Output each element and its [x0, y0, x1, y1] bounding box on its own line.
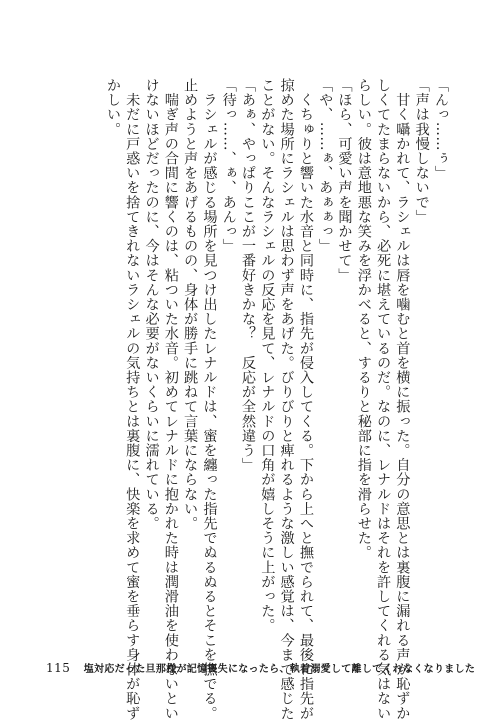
running-title: 塩対応だった旦那様が記憶喪失になったら、執着溺愛して離してくれなくなりました — [83, 664, 476, 675]
text-line: 「んっ……ぅ」 — [433, 78, 449, 181]
text-line: ラシェルが感じる場所を見つけ出したレナルドは、蜜を纏った指先でぬるぬるとそこを撫でる。 — [201, 78, 218, 720]
page-footer — [46, 658, 476, 678]
text-line: けないほどだったのに、今はそんな必要がないくらいに濡れている。 — [143, 78, 160, 531]
text-line: しくてたまらないから、必死に堪えているのだ。なのに、レナルドはそれを許してくれる気はない — [375, 78, 392, 720]
text-line: 「待っ……、ぁ、あんっ」 — [220, 78, 237, 254]
text-line: かしい。 — [104, 78, 121, 137]
text-line: 掠めた場所にラシェルは思わず声をあげた。びりびりと痺れるような激しい感覚は、今まで感じた — [278, 78, 295, 720]
text-line: 「声は我慢しないで」 — [413, 78, 430, 224]
text-line: 甘く囁かれて、ラシェルは唇を噛むと首を横に振った。自分の意思とは裏腹に漏れる声が恥ずか — [394, 78, 411, 720]
text-line: 未だに戸惑いを捨てきれないラシェルの気持ちとは裏腹に、快楽を求めて蜜を垂らす身体が恥ず — [124, 78, 141, 720]
text-line: 喘ぎ声の合間に響くのは、粘ついた水音。初めてレナルドに抱かれた時は潤滑油を使わないとい — [162, 78, 179, 720]
text-line: 「ほら、可愛い声を聞かせて」 — [336, 78, 353, 283]
text-line: 止めようと声をあげるものの、身体が勝手に跳ねて言葉にならない。 — [182, 78, 199, 531]
text-line: 「あぁ、やっぱりここが一番好きかな？ 反応が全然違う」 — [240, 78, 257, 473]
text-line: 「や、……ぁ、あぁぁっ」 — [317, 78, 334, 254]
text-line: らしい。彼は意地悪な笑みを浮かべると、するりと秘部に指を滑らせた。 — [355, 78, 372, 560]
text-line: くちゅりと響いた水音と同時に、指先が侵入してくる。下から上へと撫でられて、最後に指先が — [297, 78, 314, 720]
text-line: ことがない。そんなラシェルの反応を見て、レナルドの口角が嬉しそうに上がった。 — [259, 78, 276, 633]
page-number: 115 — [46, 661, 71, 675]
